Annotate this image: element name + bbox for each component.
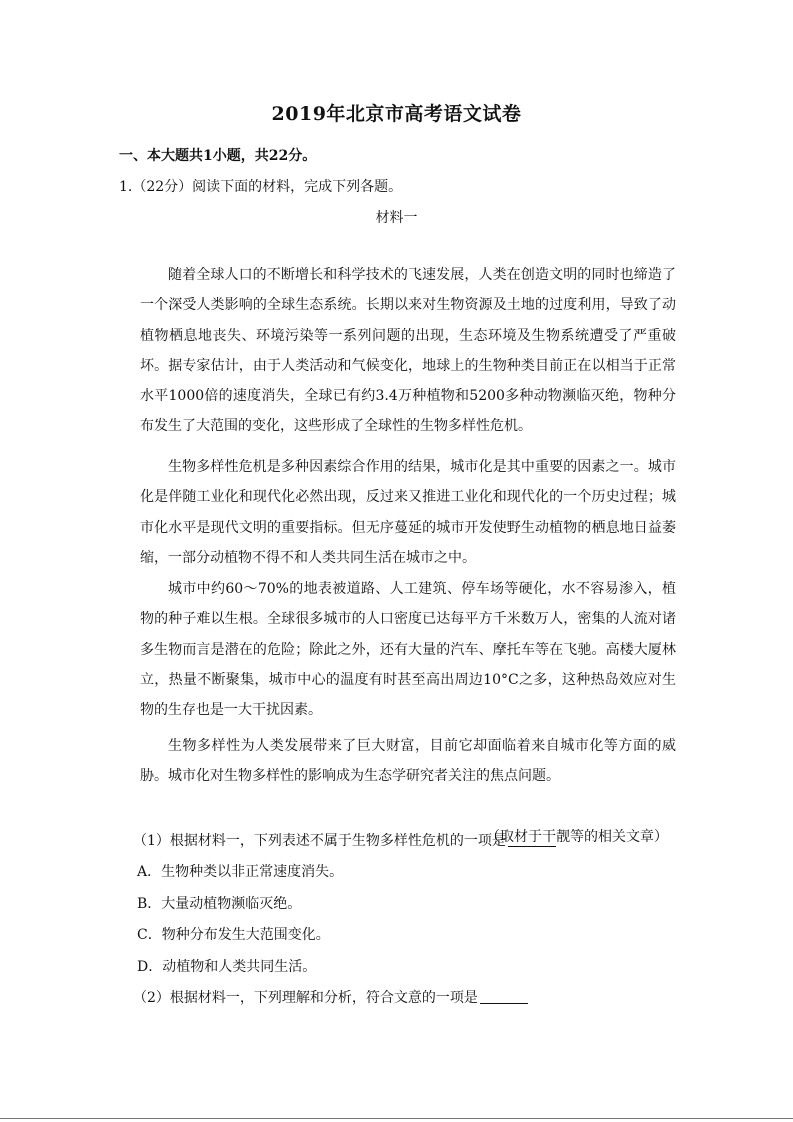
paragraph: 生物多样性危机是多种因素综合作用的结果，城市化是其中重要的因素之一。城市化是伴随工业化和现代化必然出现，反过来又推进工业化和现代化的一个历史过程；城市化水平是现代文明的重要指标。但无序蔓延的城市开发使野生动植物的栖息地日益萎缩，一部分动植物不得不和人类共同生活在城市之中。 [140, 459, 676, 566]
paragraph: 城市中约60～70%的地表被道路、人工建筑、停车场等硬化，水不容易渗入，植物的种子难以生根。全球很多城市的人口密度已达每平方千米数万人，密集的人流对诸多生物而言是潜在的危险；除此之外，还有大量的汽车、摩托车等在飞驰。高楼大厦林立，热量不断聚集，城市中心的温度有时甚至高出周边10°C之多，这种热岛效应对生物的生存也是一大干扰因素。 [140, 581, 676, 719]
answer-blank [480, 989, 528, 1004]
sub-question-2-text: （2）根据材料一，下列理解和分析，符合文意的一项是 [133, 990, 478, 1006]
sub-question-1-text: （1）根据材料一，下列表述不属于生物多样性危机的一项是 [133, 833, 506, 849]
source-citation: （取材于干靓等的相关文章） [486, 829, 668, 845]
page-bottom-rule [0, 1118, 793, 1119]
option-d: D．动植物和人类共同生活。 [137, 959, 317, 975]
option-b: B．大量动植物濒临灭绝。 [137, 896, 302, 912]
material-label: 材料一 [375, 210, 418, 226]
sub-question-2 [133, 987, 528, 1007]
question-1-prompt: 1.（22分）阅读下面的材料，完成下列各题。 [119, 179, 403, 195]
section-heading: 一、本大题共1小题，共22分。 [119, 148, 317, 164]
paragraph: 随着全球人口的不断增长和科学技术的飞速发展，人类在创造文明的同时也缔造了一个深受人类影响的全球生态系统。长期以来对生物资源及土地的过度利用，导致了动植物栖息地丧失、环境污染等一系列问题的出现，生态环境及生物系统遭受了严重破坏。据专家估计，由于人类活动和气候变化，地球上的生物种类目前正在以相当于正常水平1000倍的速度消失，全球已有约3.4万种植物和5200多种动物濒临灭绝，物种分布发生了大范围的变化，这些形成了全球性的生物多样性危机。 [140, 267, 676, 435]
answer-blank [508, 832, 556, 847]
sub-question-1 [133, 830, 556, 850]
option-a: A．生物种类以非正常速度消失。 [137, 864, 344, 880]
paragraph: 生物多样性为人类发展带来了巨大财富，目前它却面临着来自城市化等方面的威胁。城市化对生物多样性的影响成为生态学研究者关注的焦点问题。 [140, 738, 676, 785]
option-c: C．物种分布发生大范围变化。 [137, 927, 330, 943]
exam-title: 2019年北京市高考语文试卷 [271, 103, 522, 125]
